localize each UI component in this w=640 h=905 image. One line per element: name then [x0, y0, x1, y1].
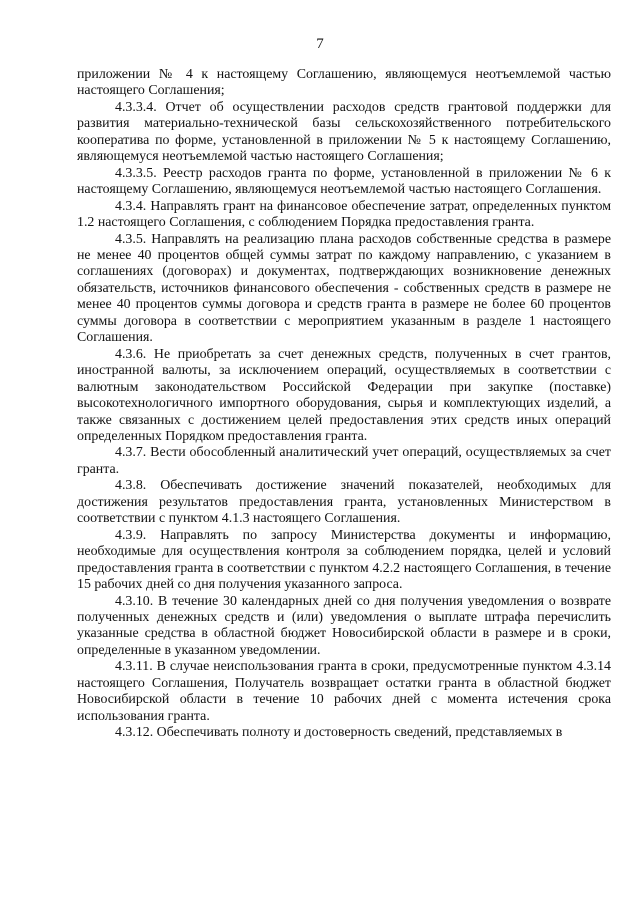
- paragraph-4-3-8: 4.3.8. Обеспечивать достижение значений показателей, необходимых для достижения результатов предоставления гранта, установленных Министерством в соответствии с пунктом 4.1.3 настоящего Соглашения.: [77, 478, 611, 527]
- paragraph-4-3-10: 4.3.10. В течение 30 календарных дней со дня получения уведомления о возврате полученных денежных средств и (или) уведомления о выплате штрафа перечислить указанные средства в областной бюджет Новосибирской области в размере и в сроки, определенные в указанном уведомлении.: [77, 593, 611, 658]
- paragraph-4-3-11: 4.3.11. В случае неиспользования гранта в сроки, предусмотренные пунктом 4.3.14 настоящего Соглашения, Получатель возвращает остатки гранта в областной бюджет Новосибирской области в течение 10 рабочих дней с момента истечения срока использования гранта.: [77, 659, 611, 724]
- page-number: 7: [316, 36, 324, 52]
- paragraph-4-3-7: 4.3.7. Вести обособленный аналитический учет операций, осуществляемых за счет гранта.: [77, 445, 611, 477]
- document-body: [77, 67, 611, 742]
- paragraph-4-3-6: 4.3.6. Не приобретать за счет денежных средств, полученных в счет грантов, иностранной валюты, за исключением операций, осуществляемых в соответствии с валютным законодательством Российской Федерации при закупке (поставке) высокотехнологичного импортного оборудования, сырья и комплектующих изделий, а также связанных с достижением целей предоставления этих средств иных операций определенных Порядком предоставления гранта.: [77, 346, 611, 444]
- paragraph-4-3-3-4: 4.3.3.4. Отчет об осуществлении расходов средств грантовой поддержки для развития материально-технической базы сельскохозяйственного потребительского кооператива по форме, установленной в приложении № 5 к настоящему Соглашению, являющемуся неотъемлемой частью настоящего Соглашения;: [77, 99, 611, 165]
- paragraph-4-3-12: 4.3.12. Обеспечивать полноту и достоверность сведений, представляемых в: [115, 725, 563, 741]
- paragraph-4-3-9: 4.3.9. Направлять по запросу Министерства документы и информацию, необходимые для осуществления контроля за соблюдением порядка, целей и условий предоставления гранта в соответствии с пунктом 4.2.2 настоящего Соглашения, в течение 15 рабочих дней со дня получения указанного запроса.: [77, 527, 611, 593]
- paragraph-continuation: приложении № 4 к настоящему Соглашению, являющемуся неотъемлемой частью настоящего Соглашения;: [77, 67, 611, 99]
- paragraph-4-3-4: 4.3.4. Направлять грант на финансовое обеспечение затрат, определенных пунктом 1.2 настоящего Соглашения, с соблюдением Порядка предоставления гранта.: [77, 198, 611, 231]
- paragraph-4-3-5: 4.3.5. Направлять на реализацию плана расходов собственные средства в размере не менее 40 процентов общей суммы затрат по каждому направлению, с указанием в соглашениях (договорах) и документах, подтверждающих возникновение денежных обязательств, источников финансового обеспечения - собственных средств в размере не менее 40 процентов суммы договора и средств гранта в размере не более 60 процентов суммы договора в соответствии с мероприятием указанным в разделе 1 настоящего Соглашения.: [77, 231, 611, 346]
- paragraph-4-3-3-5: 4.3.3.5. Реестр расходов гранта по форме, установленной в приложении № 6 к настоящему Соглашению, являющемуся неотъемлемой частью настоящего Соглашения.: [77, 165, 611, 198]
